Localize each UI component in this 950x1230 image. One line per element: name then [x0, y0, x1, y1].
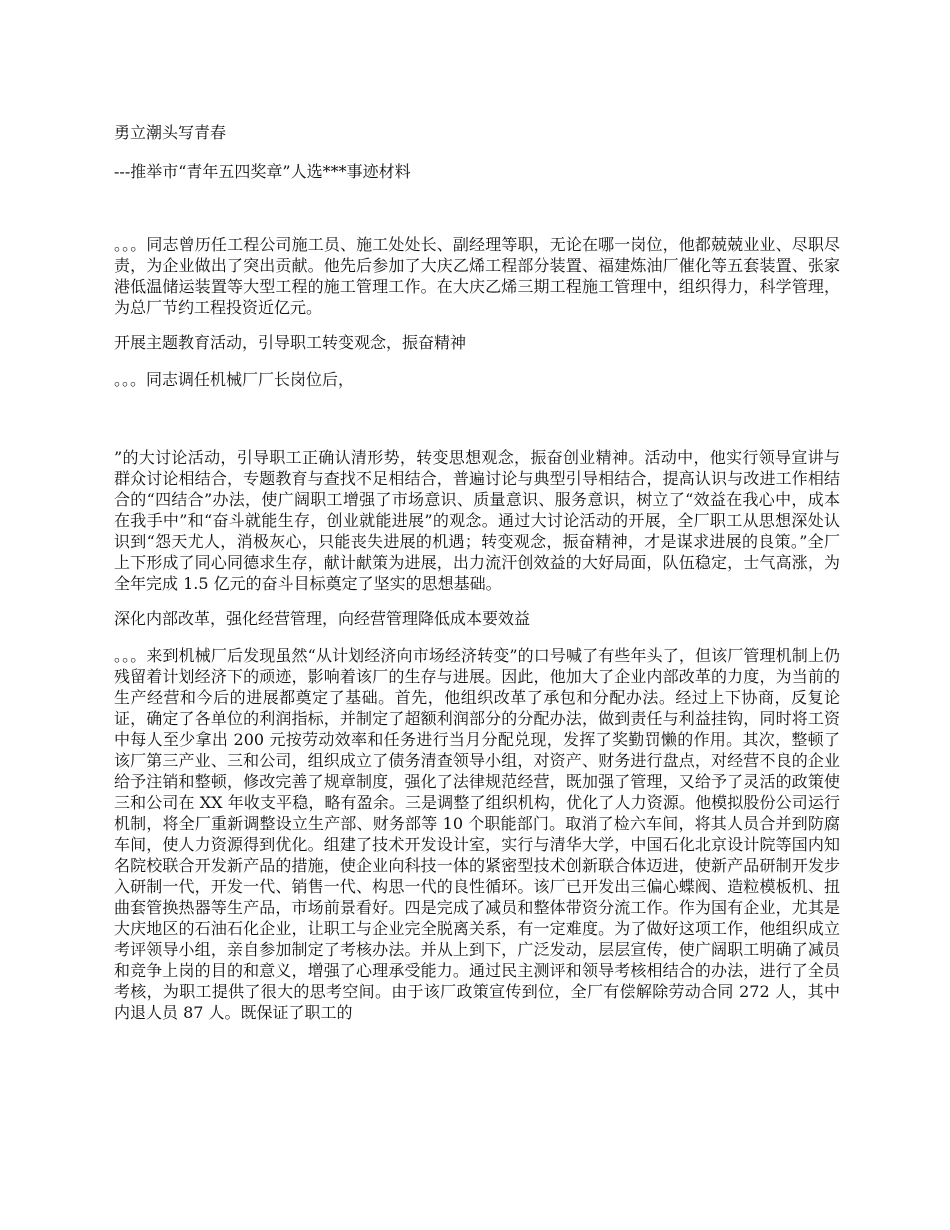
paragraph-career: 。。。同志曾历任工程公司施工员、施工处处长、副经理等职，无论在哪一岗位，他都兢兢业业、尽职尽责，为企业做出了突出贡献。他先后参加了大庆乙烯工程部分装置、福建炼油厂催化等五套装置、张家港低温储运装置等大型工程的施工管理工作。在大庆乙烯三期工程施工管理中，组织得力，科学管理，为总厂节约工程投资近亿元。	[114, 235, 840, 317]
section-heading-reform: 深化内部改革，强化经营管理，向经营管理降低成本要效益	[114, 609, 531, 628]
document-title: 勇立潮头写青春	[114, 123, 227, 142]
paragraph-reform: 。。。来到机械厂后发现虽然“从计划经济向市场经济转变”的口号喊了有些年头了，但该厂管理机制上仍残留着计划经济下的顽迹，影响着该厂的生存与进展。因此，他加大了企业内部改革的力度，为当前的生产经营和今后的进展都奠定了基础。首先，他组织改革了承包和分配办法。经过上下协商，反复论证，确定了各单位的利润指标，并制定了超额利润部分的分配办法，做到责任与利益挂钩，同时将工资中每人至少拿出 200 元按劳动效率和任务进行当月分配兑现，发挥了奖勤罚懒的作用。其次，整顿了该厂第三产业、三和公司，组织成立了债务清查领导小组，对资产、财务进行盘点，对经营不良的企业给予注销和整顿，修改完善了规章制度，强化了法律规范经营，既加强了管理，又给予了灵活的政策使三和公司在 XX 年收支平稳，略有盈余。三是调整了组织机构，优化了人力资源。他模拟股份公司运行机制，将全厂重新调整设立生产部、财务部等 10 个职能部门。取消了检六车间，将其人员合并到防腐车间，使人力资源得到优化。组建了技术开发设计室，实行与清华大学，中国石化北京设计院等国内知名院校联合开发新产品的措施，使企业向科技一体的紧密型技术创新联合体迈进，使新产品研制开发步入研制一代，开发一代、销售一代、构思一代的良性循环。该厂已开发出三偏心蝶阀、造粒模板机、扭曲套管换热器等生产品，市场前景看好。四是完成了减员和整体带资分流工作。作为国有企业，尤其是大庆地区的石油石化企业，让职工与企业完全脱离关系，有一定难度。为了做好这项工作，他组织成立考评领导小组，亲自参加制定了考核办法。并从上到下，广泛发动，层层宣传，使广阔职工明确了减员和竞争上岗的目的和意义，增强了心理承受能力。通过民主测评和领导考核相结合的办法，进行了全员考核，为职工提供了很大的思考空间。由于该厂政策宣传到位，全厂有偿解除劳动合同 272 人，其中内退人员 87 人。既保证了职工的	[114, 646, 840, 1022]
document-subtitle: ---推举市“青年五四奖章”人选***事迹材料	[114, 162, 411, 181]
paragraph-appointment: 。。。同志调任机械厂厂长岗位后，	[114, 370, 355, 389]
document-page	[114, 122, 840, 1037]
section-heading-education: 开展主题教育活动，引导职工转变观念，振奋精神	[114, 333, 467, 352]
paragraph-discussion: ”的大讨论活动，引导职工正确认清形势，转变思想观念，振奋创业精神。活动中，他实行领导宣讲与群众讨论相结合，专题教育与查找不足相结合，普遍讨论与典型引导相结合，提高认识与改进工作相结合的“四结合”办法，使广阔职工增强了市场意识、质量意识、服务意识，树立了“效益在我心中，成本在我手中”和“奋斗就能生存，创业就能进展”的观念。通过大讨论活动的开展，全厂职工从思想深处认识到“怨天尤人，消极灰心，只能丧失进展的机遇；转变观念，振奋精神，才是谋求进展的良策。”全厂上下形成了同心同德求生存，献计献策为进展，出力流汗创效益的大好局面，队伍稳定，士气高涨，为全年完成 1.5 亿元的奋斗目标奠定了坚实的思想基础。	[114, 448, 840, 593]
